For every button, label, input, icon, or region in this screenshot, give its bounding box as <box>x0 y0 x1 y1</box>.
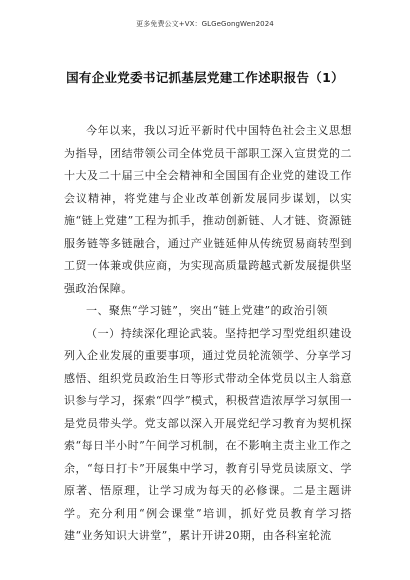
section-heading: 一、聚焦“学习链”，突出“链上党建”的政治引领 <box>86 304 328 317</box>
document-body <box>64 120 352 548</box>
document-title: 国有企业党委书记抓基层党建工作述职报告（1） <box>66 70 344 85</box>
paragraph-subsection: （一）持续深化理论武装。坚持把学习型党组织建设列入企业发展的重要事项，通过党员轮流领学、分享学习感悟、组织党员政治生日等形式带动全体党员以主人翁意识参与学习，探索“四学”模式，积极营造浓厚学习氛围一是党员带头学。党支部以深入开展党纪学习教育为契机探索“每日半小时”午间学习机制，在不影响主责主业工作之余，“每日打卡”开展集中学习，教育引导党员读原文、学原著、悟原理，让学习成为每天的必修课。二是主题讲学。充分利用“例会课堂”培训，抓好党员教育学习搭建“业务知识大讲堂”，累计开讲20期，由各科室轮流 <box>64 326 352 542</box>
header-note: 更多免费公文+VX：GLGeGongWen2024 <box>136 20 274 28</box>
paragraph-intro: 今年以来，我以习近平新时代中国特色社会主义思想为指导，团结带领公司全体党员干部职工深入宣贯党的二十大及二十届三中全会精神和全国国有企业党的建设工作会议精神，将党建与企业改革创新发展同步谋划，以实施“链上党建”工程为抓手，推动创新链、人才链、资源链服务链等多链融合，通过产业链延伸从传统贸易商转型到工贸一体兼或供应商，为实现高质量跨越式新发展提供坚强政治保障。 <box>64 124 352 295</box>
